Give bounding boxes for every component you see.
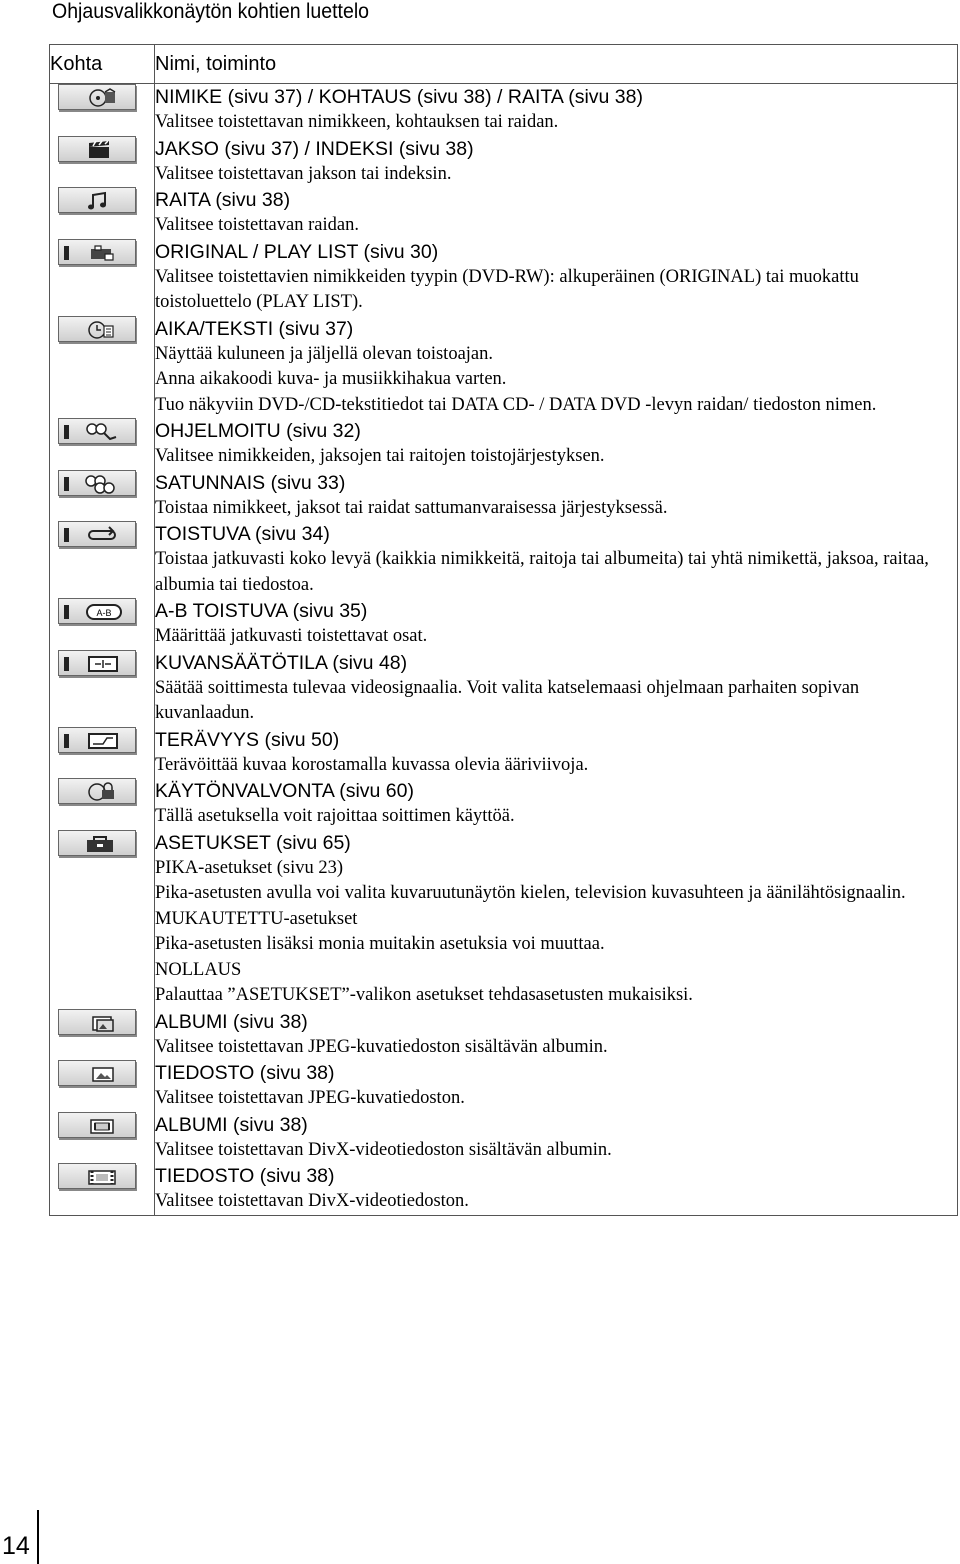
table-row [50, 1060, 958, 1112]
item-title: TERÄVYYS (sivu 50) [155, 728, 340, 751]
item-icon-cell [50, 830, 155, 1009]
item-description: Valitsee toistettavan nimikkeen, kohtauksen tai raidan. [155, 112, 559, 132]
item-text-cell [155, 650, 958, 727]
page-number: 14 [2, 1532, 30, 1560]
item-description: Määrittää jatkuvasti toistettavat osat. [155, 626, 428, 646]
item-title: ALBUMI (sivu 38) [155, 1113, 308, 1136]
item-icon-cell [50, 727, 155, 779]
disc-title-icon [58, 84, 136, 110]
item-description: Tuo näkyviin DVD-/CD-tekstitiedot tai DATA CD- / DATA DVD -levyn raidan/ tiedoston nimen. [155, 394, 877, 415]
item-description: Valitsee toistettavan JPEG-kuvatiedoston sisältävän albumin. [155, 1036, 608, 1057]
item-description: Valitsee nimikkeiden, jaksojen tai raitojen toistojärjestyksen. [155, 446, 605, 466]
table-row [50, 1163, 958, 1215]
item-title: ORIGINAL / PLAY LIST (sivu 30) [155, 240, 439, 263]
item-text-cell [155, 136, 958, 188]
item-icon-cell [50, 470, 155, 522]
table-row [50, 598, 958, 650]
table-row [50, 650, 958, 727]
table-row [50, 418, 958, 470]
program-icon [58, 418, 136, 444]
item-description: Toistaa jatkuvasti koko levyä (kaikkia nimikkeitä, raitoja tai albumeita) tai yhtä nimikettä, jaksoa, raitaa, albumia tai tiedostoa. [155, 549, 929, 595]
item-description: Anna aikakoodi kuva- ja musiikkihakua varten. [155, 369, 507, 389]
item-text-cell [155, 598, 958, 650]
repeat-icon [58, 521, 136, 547]
item-description: Valitsee toistettavan DivX-videotiedoston. [155, 1191, 469, 1211]
item-icon-cell [50, 598, 155, 650]
item-description: Valitsee toistettavan JPEG-kuvatiedoston. [155, 1088, 465, 1108]
table-row [50, 830, 958, 1009]
item-title: SATUNNAIS (sivu 33) [155, 471, 346, 494]
table-row [50, 778, 958, 830]
item-description: Terävöittää kuvaa korostamalla kuvassa olevia ääriviivoja. [155, 754, 589, 775]
item-description: Palauttaa ”ASETUKSET”-valikon asetukset tehdasasetusten mukaisiksi. [155, 985, 693, 1005]
parental-lock-icon [58, 778, 136, 804]
item-icon-cell [50, 521, 155, 598]
item-icon-cell [50, 84, 155, 136]
item-description: Pika-asetusten avulla voi valita kuvaruutunäytön kielen, television kuvasuhteen ja äänilähtösignaalin. [155, 883, 906, 903]
item-title: NIMIKE (sivu 37) / KOHTAUS (sivu 38) / RAITA (sivu 38) [155, 86, 643, 108]
item-description: Näyttää kuluneen ja jäljellä olevan toistoajan. [155, 343, 494, 364]
header-name-function: Nimi, toiminto [155, 45, 958, 84]
playlist-icon [58, 239, 136, 265]
item-text-cell [155, 1163, 958, 1215]
table-body [50, 84, 958, 1216]
item-icon-cell [50, 418, 155, 470]
item-title: TIEDOSTO (sivu 38) [155, 1062, 335, 1084]
item-title: JAKSO (sivu 37) / INDEKSI (sivu 38) [155, 137, 474, 160]
item-icon-cell [50, 136, 155, 188]
page-title: Ohjausvalikkonäytön kohtien luettelo [52, 0, 370, 23]
ab-repeat-icon [58, 598, 136, 624]
table-row [50, 84, 958, 136]
item-description: PIKA-asetukset (sivu 23) [155, 857, 344, 878]
item-title: AIKA/TEKSTI (sivu 37) [155, 317, 354, 340]
music-note-icon [58, 187, 136, 213]
item-title: KÄYTÖNVALVONTA (sivu 60) [155, 780, 414, 802]
table-row [50, 187, 958, 239]
item-icon-cell [50, 1112, 155, 1164]
table-row [50, 1009, 958, 1061]
item-description: Säätää soittimesta tulevaa videosignaalia. Voit valita katselemaasi ohjelmaan parhaiten sopivan kuvanlaadun. [155, 677, 860, 723]
item-text-cell [155, 316, 958, 419]
item-title: OHJELMOITU (sivu 32) [155, 420, 361, 442]
item-text-cell [155, 470, 958, 522]
divx-file-icon [58, 1163, 136, 1189]
sharpness-icon [58, 727, 136, 753]
item-icon-cell [50, 1060, 155, 1112]
item-text-cell [155, 778, 958, 830]
table-header-row [50, 45, 958, 84]
jpeg-album-icon [58, 1009, 136, 1035]
table-row [50, 316, 958, 419]
item-icon-cell [50, 1163, 155, 1215]
item-text-cell [155, 418, 958, 470]
item-description: Toistaa nimikkeet, jaksot tai raidat sattumanvaraisessa järjestyksessä. [155, 497, 668, 518]
item-title: KUVANSÄÄTÖTILA (sivu 48) [155, 651, 408, 674]
shuffle-icon [58, 470, 136, 496]
table-row [50, 727, 958, 779]
svg-text:A-B: A-B [96, 608, 112, 618]
item-icon-cell [50, 650, 155, 727]
item-icon-cell [50, 239, 155, 316]
item-description: Pika-asetusten lisäksi monia muitakin asetuksia voi muuttaa. [155, 934, 605, 954]
jpeg-file-icon [58, 1060, 136, 1086]
toolbox-icon [58, 830, 136, 856]
table-row [50, 239, 958, 316]
item-description: Valitsee toistettavan raidan. [155, 215, 359, 235]
item-text-cell [155, 1060, 958, 1112]
table-row [50, 1112, 958, 1164]
item-description: Tällä asetuksella voit rajoittaa soittimen käyttöä. [155, 806, 515, 826]
item-text-cell [155, 521, 958, 598]
table-row [50, 136, 958, 188]
item-title: TOISTUVA (sivu 34) [155, 523, 330, 545]
item-icon-cell [50, 778, 155, 830]
item-text-cell [155, 239, 958, 316]
item-title: ASETUKSET (sivu 65) [155, 831, 351, 854]
item-text-cell [155, 1009, 958, 1061]
side-rule [37, 1510, 39, 1564]
item-description: MUKAUTETTU-asetukset [155, 908, 358, 929]
item-icon-cell [50, 316, 155, 419]
item-description: Valitsee toistettavan jakson tai indeksin. [155, 163, 452, 184]
item-text-cell [155, 1112, 958, 1164]
item-title: TIEDOSTO (sivu 38) [155, 1165, 335, 1187]
item-description: Valitsee toistettavien nimikkeiden tyypin (DVD-RW): alkuperäinen (ORIGINAL) tai muokattu toistoluettelo (PLAY LIST). [155, 266, 859, 312]
header-item: Kohta [50, 45, 155, 84]
item-text-cell [155, 84, 958, 136]
divx-album-icon [58, 1112, 136, 1138]
item-text-cell [155, 830, 958, 1009]
item-text-cell [155, 727, 958, 779]
table-row [50, 521, 958, 598]
item-text-cell [155, 187, 958, 239]
picture-mode-icon [58, 650, 136, 676]
menu-items-table [49, 44, 958, 1216]
item-title: RAITA (sivu 38) [155, 189, 291, 211]
item-icon-cell [50, 1009, 155, 1061]
item-description: NOLLAUS [155, 959, 242, 980]
clapperboard-icon [58, 136, 136, 162]
clock-text-icon [58, 316, 136, 342]
table-row [50, 470, 958, 522]
item-icon-cell [50, 187, 155, 239]
item-title: A-B TOISTUVA (sivu 35) [155, 600, 368, 622]
item-title: ALBUMI (sivu 38) [155, 1010, 308, 1033]
item-description: Valitsee toistettavan DivX-videotiedoston sisältävän albumin. [155, 1139, 612, 1160]
